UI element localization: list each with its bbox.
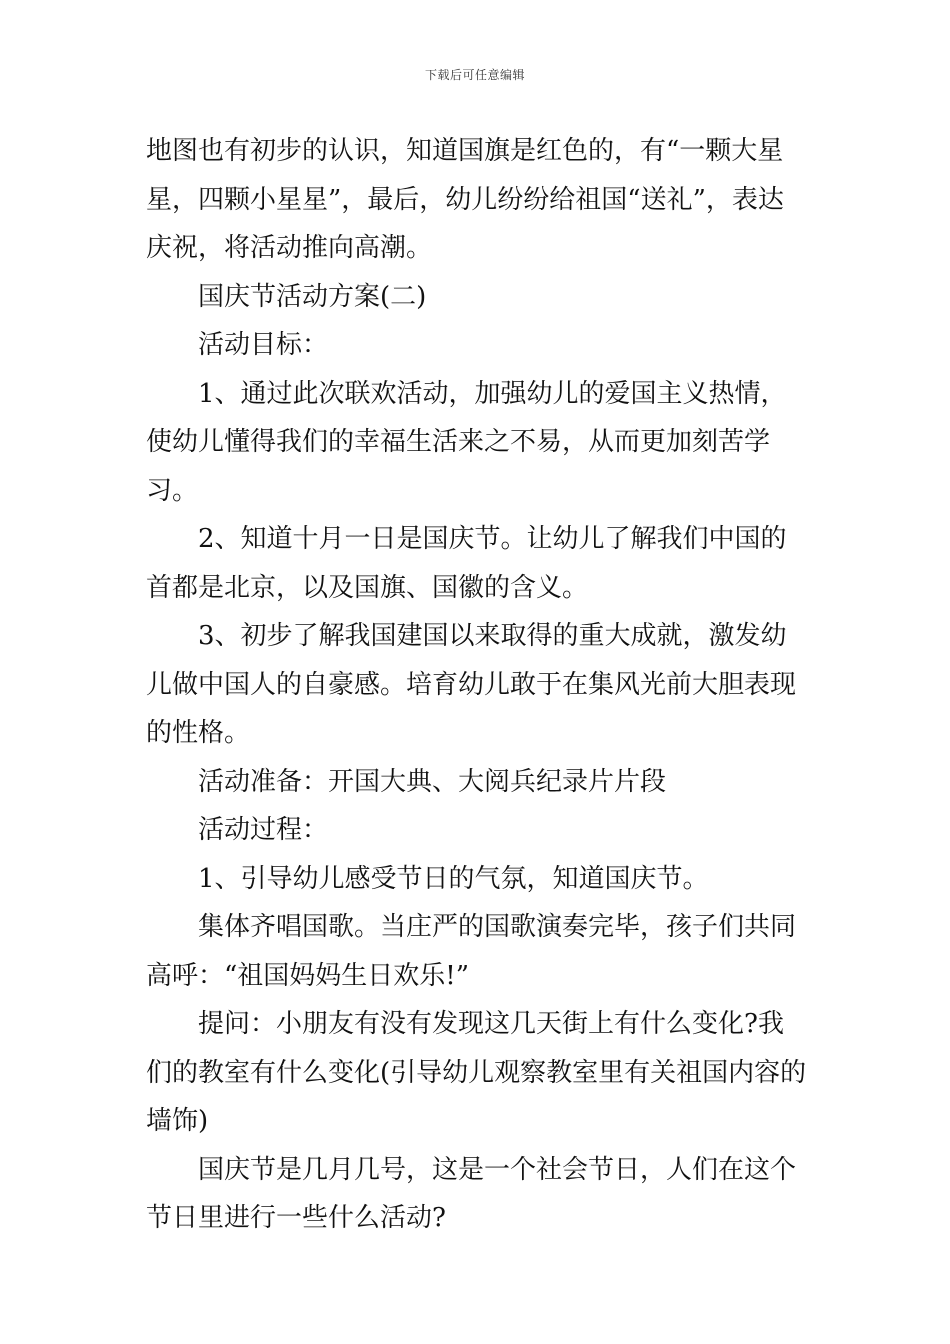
paragraph-holiday: 国庆节是几月几号，这是一个社会节日，人们在这个节日里进行一些什么活动? — [146, 1154, 797, 1233]
paragraph-question: 提问：小朋友有没有发现这几天街上有什么变化?我们的教室有什么变化(引导幼儿观察教室里有关祖国内容的墙饰) — [146, 1009, 807, 1136]
paragraph-anthem: 集体齐唱国歌。当庄严的国歌演奏完毕，孩子们共同高呼：“祖国妈妈生日欢乐!” — [146, 912, 797, 991]
section-title: 国庆节活动方案(二) — [198, 281, 427, 312]
process-item-1: 1、引导幼儿感受节日的气氛，知道国庆节。 — [198, 863, 709, 894]
page-header-note: 下载后可任意编辑 — [424, 68, 525, 82]
document-body — [146, 127, 808, 1243]
paragraph-continuation: 地图也有初步的认识，知道国旗是红色的，有“一颗大星星，四颗小星星”，最后，幼儿纷纷给祖国“送礼”，表达庆祝，将活动推向高潮。 — [146, 136, 784, 263]
preparation-line: 活动准备：开国大典、大阅兵纪录片片段 — [198, 766, 667, 797]
goal-item-3: 3、初步了解我国建国以来取得的重大成就，激发幼儿做中国人的自豪感。培育幼儿敢于在集风光前大胆表现的性格。 — [146, 621, 797, 748]
goal-item-1: 1、通过此次联欢活动，加强幼儿的爱国主义热情，使幼儿懂得我们的幸福生活来之不易，从而更加刻苦学习。 — [146, 378, 787, 506]
heading-process: 活动过程： — [198, 815, 329, 845]
goal-item-2: 2、知道十月一日是国庆节。让幼儿了解我们中国的首都是北京，以及国旗、国徽的含义。 — [146, 524, 787, 603]
heading-goals: 活动目标： — [198, 330, 329, 360]
